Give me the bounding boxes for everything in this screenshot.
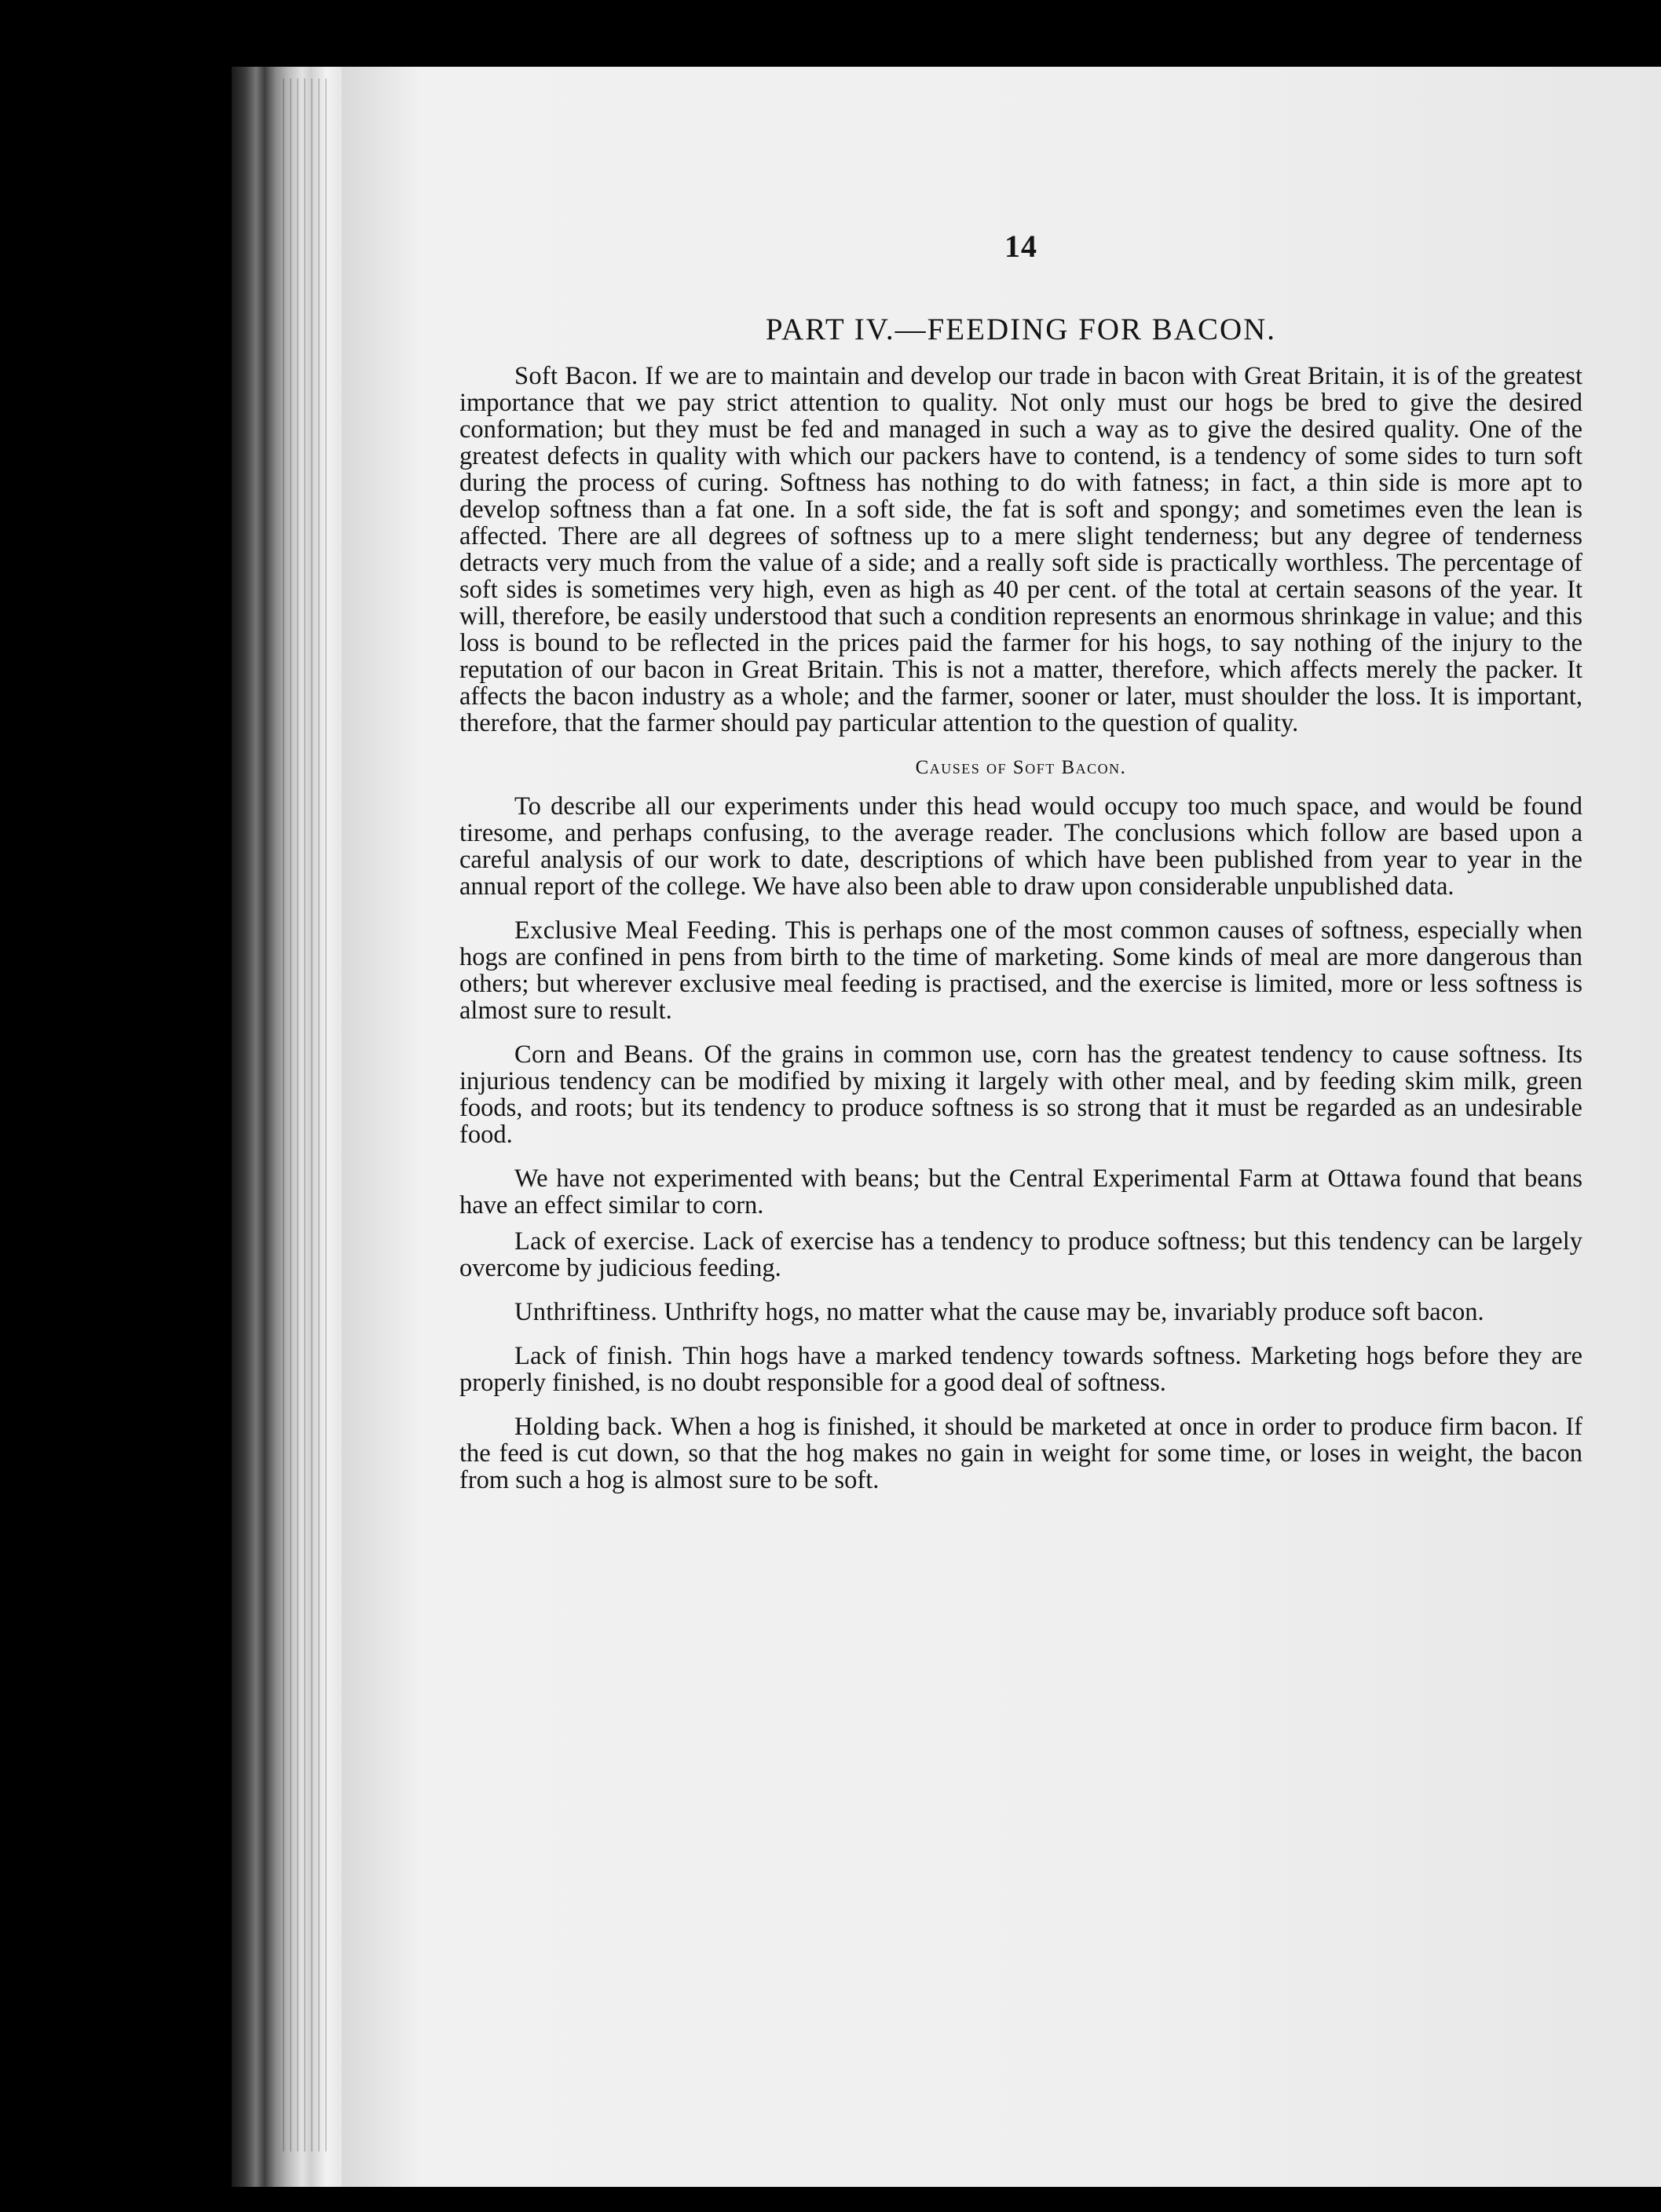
paragraph-holding-back	[459, 1413, 1582, 1494]
page-edge-lines	[283, 79, 330, 2152]
paragraph-soft-bacon	[459, 363, 1582, 737]
paragraph-text: To describe all our experiments under this head would occupy too much space, and would be found tiresome, and perhaps confusing, to the average reader. The conclusions which follow are based upon a careful analysis of our work to date, descriptions of which have been published from year to year in the annual report of the college. We have also been able to draw upon considerable unpublished data.	[459, 792, 1582, 901]
paragraph-text: If we are to maintain and develop our trade in bacon with Great Britain, it is of the greatest importance that we pay strict attention to quality. Not only must our hogs be bred to give the desired conformation; but they must be fed and managed in such a way as to give the desired quality. One of the greatest defects in quality with which our packers have to contend, is a tendency of some sides to turn soft during the process of curing. Softness has nothing to do with fatness; in fact, a thin side is more apt to develop softness than a fat one. In a soft side, the fat is soft and spongy; and sometimes even the lean is affected. There are all degrees of softness up to a mere slight tenderness; but any degree of tenderness detracts very much from the value of a side; and a really soft side is practically worthless. The percentage of soft sides is sometimes very high, even as high as 40 per cent. of the total at certain seasons of the year. It will, therefore, be easily understood that such a condition represents an enormous shrinkage in value; and this loss is bound to be reflected in the prices paid the farmer for his hogs, to say nothing of the injury to the reputation of our bacon in Great Britain. This is not a matter, therefore, which affects merely the packer. It affects the bacon industry as a whole; and the farmer, sooner or later, must shoulder the loss. It is important, therefore, that the farmer should pay particular attention to the question of quality.	[459, 362, 1582, 737]
paragraph-corn-and-beans	[459, 1041, 1582, 1148]
paragraph-lead: Exclusive Meal Feeding.	[514, 916, 785, 945]
paragraph-exclusive-meal-feeding	[459, 917, 1582, 1024]
paragraph-beans	[459, 1165, 1582, 1219]
paragraph-text: When a hog is finished, it should be marketed at once in order to produce firm bacon. If the feed is cut down, so that the hog makes no gain in weight for some time, or loses in weight, the bacon from such a hog is almost sure to be soft.	[459, 1413, 1582, 1494]
paragraph-text: Thin hogs have a marked tendency towards softness. Marketing hogs before they are properly finished, is no doubt responsible for a good deal of softness.	[459, 1342, 1582, 1397]
book-page	[342, 67, 1661, 2187]
paragraph-experiments	[459, 793, 1582, 900]
paragraph-text: Lack of exercise has a tendency to produce softness; but this tendency can be largely overcome by judicious feeding.	[459, 1227, 1582, 1282]
paragraph-text: This is perhaps one of the most common causes of softness, especially when hogs are confined in pens from birth to the time of marketing. Some kinds of meal are more dangerous than others; but wherever exclusive meal feeding is practised, and the exercise is limited, more or less softness is almost sure to result.	[459, 916, 1583, 1025]
paragraph-lead: Lack of exercise.	[514, 1227, 704, 1256]
page-content	[459, 228, 1582, 1506]
paragraph-text: Unthrifty hogs, no matter what the cause may be, invariably produce soft bacon.	[664, 1298, 1484, 1326]
part-title: PART IV.—FEEDING FOR BACON.	[765, 313, 1277, 346]
paragraph-lead: Corn and Beans.	[514, 1040, 704, 1069]
section-heading: Causes of Soft Bacon.	[915, 757, 1127, 778]
paragraph-lead: Unthriftiness.	[514, 1298, 664, 1326]
paragraph-unthriftiness	[459, 1299, 1582, 1325]
paragraph-lead: Holding back.	[514, 1413, 671, 1441]
paragraph-lack-of-finish	[459, 1343, 1582, 1396]
paragraph-lack-of-exercise	[459, 1228, 1582, 1281]
paragraph-lead: Lack of finish.	[514, 1342, 683, 1370]
paragraph-lead: Soft Bacon.	[514, 362, 646, 390]
page-number: 14	[1004, 229, 1037, 264]
paragraph-text: Of the grains in common use, corn has the greatest tendency to cause softness. Its injurious tendency can be modified by mixing it largely with other meal, and by feeding skim milk, green foods, and roots; but its tendency to produce softness is so strong that it must be regarded as an undesirable food.	[459, 1040, 1582, 1149]
paragraph-text: We have not experimented with beans; but the Central Experimental Farm at Ottawa found that beans have an effect similar to corn.	[459, 1164, 1582, 1219]
